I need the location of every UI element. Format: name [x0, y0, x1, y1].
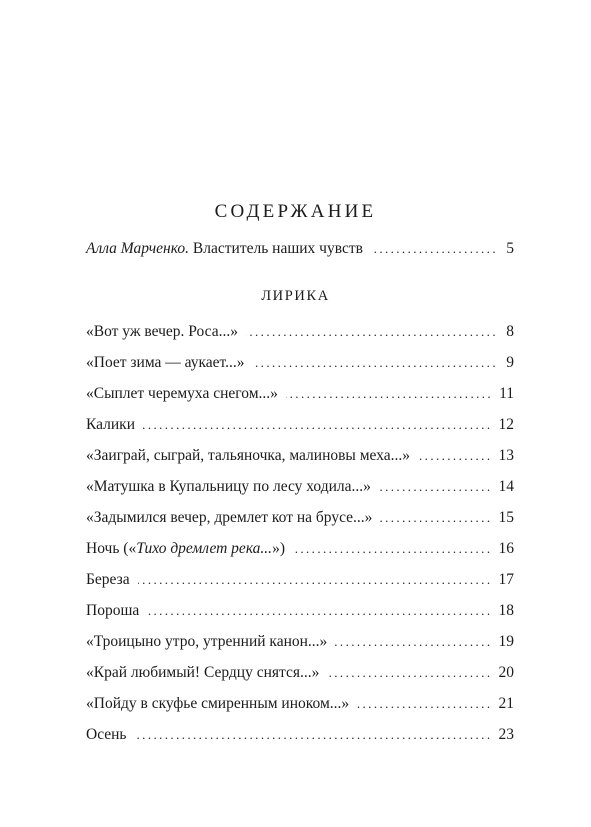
toc-entry — [86, 323, 514, 345]
dot-leader — [357, 696, 492, 712]
toc-entry — [86, 354, 514, 376]
toc-entry — [86, 416, 514, 438]
dot-leader — [138, 572, 493, 588]
toc-entry — [86, 602, 514, 624]
toc-page-number: 13 — [498, 447, 514, 464]
toc-entry — [86, 385, 514, 407]
toc-page-number: 17 — [498, 571, 514, 588]
toc-entry-label — [86, 695, 349, 713]
toc-entry-text: Ночь (« — [86, 540, 137, 557]
toc-entry-title: Властитель наших чувств — [189, 240, 363, 257]
dot-leader — [380, 510, 492, 526]
toc-entry-label — [86, 726, 127, 744]
toc-entry-text: «Сыплет черемуха снегом...» — [86, 385, 278, 402]
toc-entry — [86, 664, 514, 686]
toc-page-number: 19 — [498, 633, 514, 650]
toc-page-number: 12 — [498, 416, 514, 433]
section-heading: ЛИРИКА — [261, 288, 330, 304]
toc-entry-text: Калики — [86, 416, 136, 433]
toc-page-number: 21 — [498, 695, 514, 712]
toc-entry-text: «Заиграй, сыграй, тальяночка, малиновы меха...» — [86, 447, 411, 464]
toc-entry-label — [86, 323, 238, 341]
toc-entry-text-end: ») — [272, 540, 285, 557]
toc-entry-text: Береза — [86, 571, 130, 588]
toc-entry-label — [86, 509, 372, 527]
toc-entry-text: «Поет зима — аукает...» — [86, 354, 245, 371]
toc-entry-label — [86, 447, 410, 465]
toc-entry-label — [86, 385, 278, 403]
toc-entry-text: «Пойду в скуфье смиренным иноком...» — [86, 695, 350, 712]
toc-entry-label — [86, 633, 327, 651]
toc-page-number: 9 — [506, 354, 514, 371]
toc-entry-text: «Матушка в Купальницу по лесу ходила...» — [86, 478, 371, 495]
toc-entry-italic: Тихо дремлет река... — [136, 540, 273, 557]
dot-leader — [246, 324, 498, 340]
toc-page-number: 16 — [498, 540, 514, 557]
toc-entry-label — [86, 602, 139, 620]
dot-leader — [147, 603, 492, 619]
toc-page-number: 5 — [506, 240, 514, 257]
toc-entry-intro — [86, 240, 514, 262]
toc-entry — [86, 695, 514, 717]
toc-entry — [86, 447, 514, 469]
toc-entry-author: Алла Марченко. — [86, 240, 190, 257]
toc-entry — [86, 478, 514, 500]
toc-entry — [86, 633, 514, 655]
toc-entry-label — [86, 354, 245, 372]
dot-leader — [135, 727, 493, 743]
dot-leader — [335, 634, 492, 650]
toc-page-number: 18 — [498, 602, 514, 619]
toc-page-number: 8 — [506, 323, 514, 340]
toc-entry-text: «Край любимый! Сердцу снятся...» — [86, 664, 320, 681]
dot-leader — [371, 241, 498, 257]
dot-leader — [286, 386, 493, 402]
toc-page-number: 15 — [498, 509, 514, 526]
toc-entry-label — [86, 664, 319, 682]
toc-entry-text: «Задымился вечер, дремлет кот на брусе...» — [86, 509, 373, 526]
toc-entry — [86, 726, 514, 748]
dot-leader — [293, 541, 493, 557]
toc-entry-text: «Вот уж вечер. Роса...» — [86, 323, 239, 340]
toc-entry-text: «Троицыно утро, утренний канон...» — [86, 633, 328, 650]
toc-page-number: 11 — [499, 385, 514, 402]
toc-page-number: 14 — [498, 478, 514, 495]
toc-entry-label — [86, 571, 130, 589]
toc-entry-label — [86, 540, 285, 558]
toc-entry — [86, 540, 514, 562]
dot-leader — [253, 355, 498, 371]
toc-entry-label — [86, 240, 363, 258]
toc-entry-label — [86, 478, 371, 496]
toc-entry-text: Осень — [86, 726, 127, 743]
toc-page-number: 23 — [498, 726, 514, 743]
dot-leader — [418, 448, 492, 464]
dot-leader — [327, 665, 492, 681]
toc-entry-label — [86, 416, 135, 434]
toc-entry-text: Пороша — [86, 602, 140, 619]
dot-leader — [143, 417, 492, 433]
page-title: СОДЕРЖАНИЕ — [214, 201, 377, 222]
toc-entry — [86, 509, 514, 531]
dot-leader — [379, 479, 493, 495]
toc-page-number: 20 — [498, 664, 514, 681]
toc-entry — [86, 571, 514, 593]
